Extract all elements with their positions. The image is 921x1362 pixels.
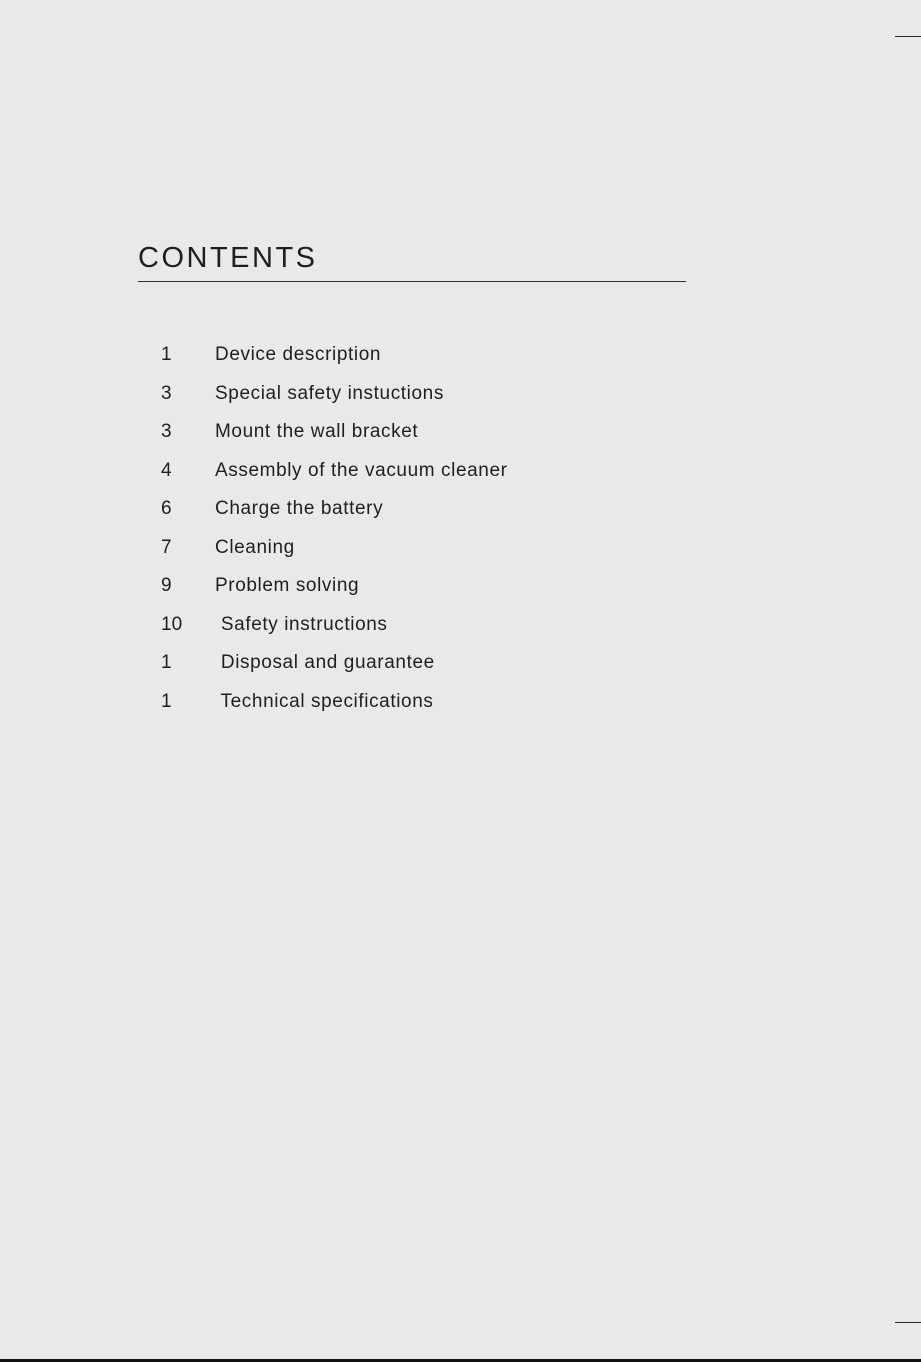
- toc-page-number: 10: [161, 613, 183, 635]
- toc-entry: [0, 569, 921, 608]
- toc-entry: [0, 492, 921, 531]
- toc-entry-title: Cleaning: [215, 536, 295, 558]
- toc-entry-title: Disposal and guarantee: [215, 652, 435, 673]
- toc-page-number: 3: [161, 382, 172, 404]
- toc-page-number: 1: [161, 344, 172, 365]
- toc-entry-title: Charge the battery: [215, 498, 384, 519]
- toc-entry: [0, 338, 921, 377]
- toc-page-number: 1: [161, 652, 172, 673]
- toc-entry: [0, 531, 921, 570]
- toc-entry: [0, 608, 921, 647]
- toc-entry-title: Device description: [215, 344, 382, 365]
- toc-entry-title: Special safety instuctions: [215, 382, 444, 404]
- toc-page-number: 3: [161, 421, 172, 442]
- crop-mark-top: [895, 36, 921, 37]
- table-of-contents: [0, 338, 921, 723]
- toc-page-number: 7: [161, 536, 172, 558]
- toc-entry: [0, 685, 921, 724]
- toc-page-number: 4: [161, 459, 172, 481]
- toc-page-number: 9: [161, 575, 172, 596]
- toc-entry-title: Mount the wall bracket: [215, 421, 419, 442]
- title-underline: [138, 281, 686, 282]
- toc-entry-title: Safety instructions: [215, 613, 388, 635]
- toc-entry: [0, 415, 921, 454]
- toc-entry-title: Problem solving: [215, 575, 360, 596]
- toc-entry: [0, 454, 921, 493]
- toc-page-number: 1: [161, 690, 172, 712]
- toc-entry-title: Technical specifications: [215, 690, 434, 712]
- toc-page-number: 6: [161, 498, 172, 519]
- toc-entry: [0, 377, 921, 416]
- toc-entry: [0, 646, 921, 685]
- toc-entry-title: Assembly of the vacuum cleaner: [215, 459, 508, 481]
- page-title: CONTENTS: [138, 242, 318, 274]
- crop-mark-bottom: [895, 1322, 921, 1323]
